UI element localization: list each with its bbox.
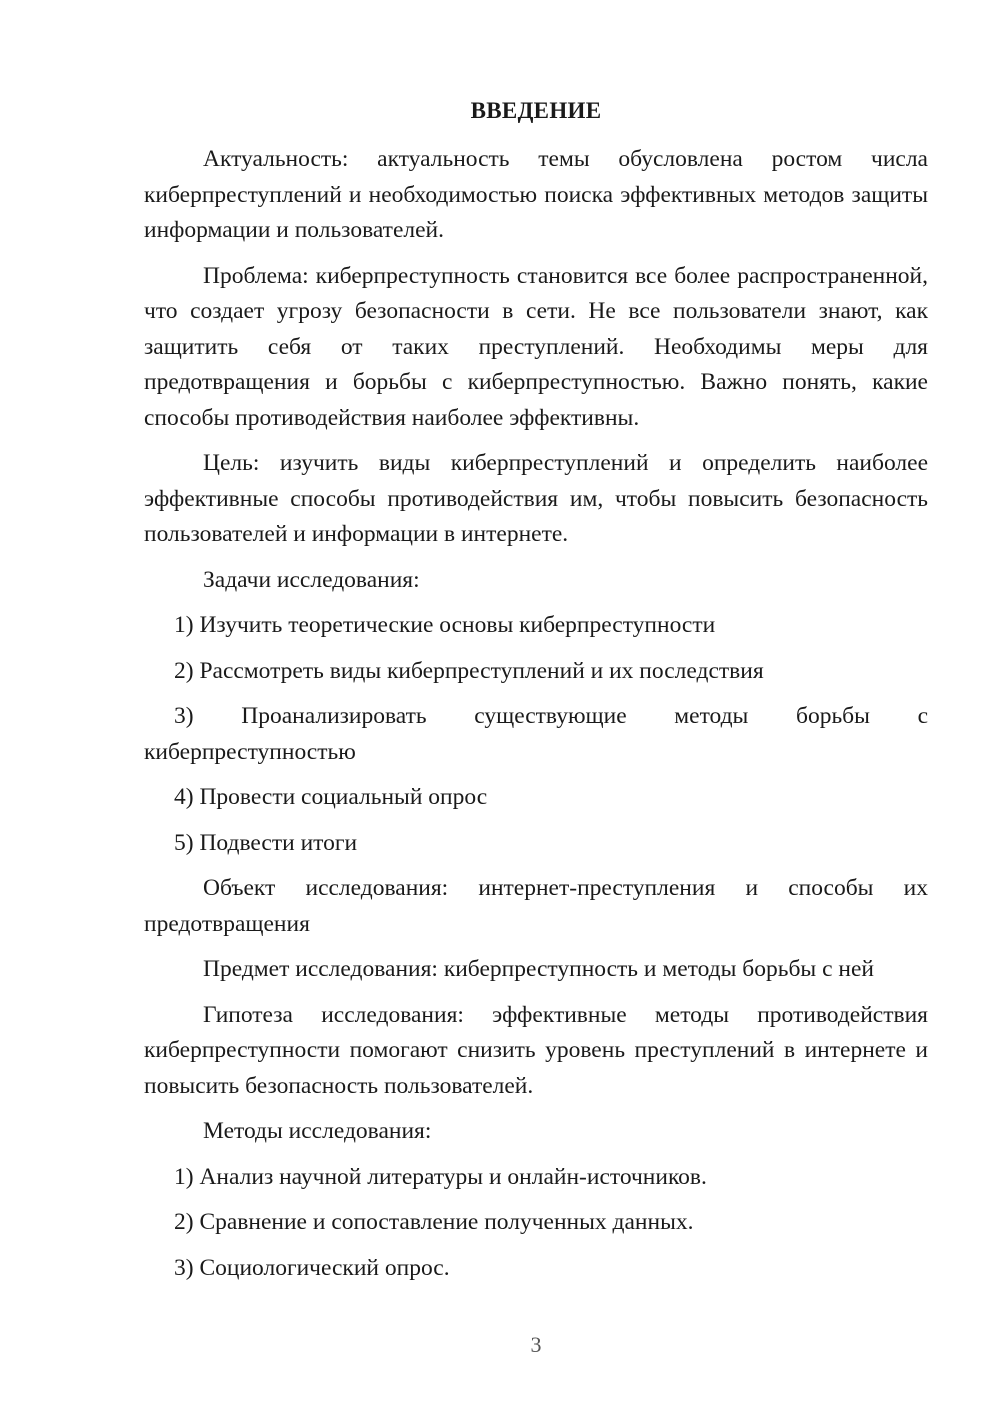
method-item-2: 2) Сравнение и сопоставление полученных данных.	[174, 1209, 694, 1235]
page-title: ВВЕДЕНИЕ	[470, 98, 602, 123]
relevance-paragraph: Актуальность: актуальность темы обусловлена ростом числа киберпреступлений и необходимостью поиска эффективных методов защиты информации и пользователей.	[144, 146, 928, 243]
methods-heading: Методы исследования:	[203, 1118, 432, 1144]
task-item-5: 5) Подвести итоги	[174, 829, 358, 856]
task-item-4: 4) Провести социальный опрос	[174, 784, 488, 810]
method-item-3: 3) Социологический опрос.	[174, 1254, 450, 1281]
page-number: 3	[530, 1332, 542, 1357]
problem-paragraph: Проблема: киберпреступность становится все более распространенной, что создает угрозу безопасности в сети. Не все пользователи знают, как защитить себя от таких преступлений. Необходимы меры для предотвращения и борьбы с киберпреступностью. Важно понять, какие способы противодействия наиболее эффективны.	[144, 262, 928, 431]
goal-paragraph: Цель: изучить виды киберпреступлений и определить наиболее эффективные способы противодействия им, чтобы повысить безопасность пользователей и информации в интернете.	[144, 450, 928, 547]
task-item-2: 2) Рассмотреть виды киберпреступлений и их последствия	[174, 657, 764, 684]
subject-paragraph: Предмет исследования: киберпреступность и методы борьбы с ней	[203, 956, 874, 982]
task-item-3: 3) Проанализировать существующие методы борьбы с киберпреступностью	[144, 703, 928, 765]
method-item-1: 1) Анализ научной литературы и онлайн-источников.	[174, 1163, 707, 1190]
tasks-heading: Задачи исследования:	[203, 566, 420, 593]
object-paragraph: Объект исследования: интернет-преступления и способы их предотвращения	[144, 875, 928, 937]
hypothesis-paragraph: Гипотеза исследования: эффективные методы противодействия киберпреступности помогают снизить уровень преступлений в интернете и повысить безопасность пользователей.	[144, 1001, 928, 1099]
document-body	[144, 142, 928, 1296]
task-item-1: 1) Изучить теоретические основы киберпреступности	[174, 612, 716, 638]
